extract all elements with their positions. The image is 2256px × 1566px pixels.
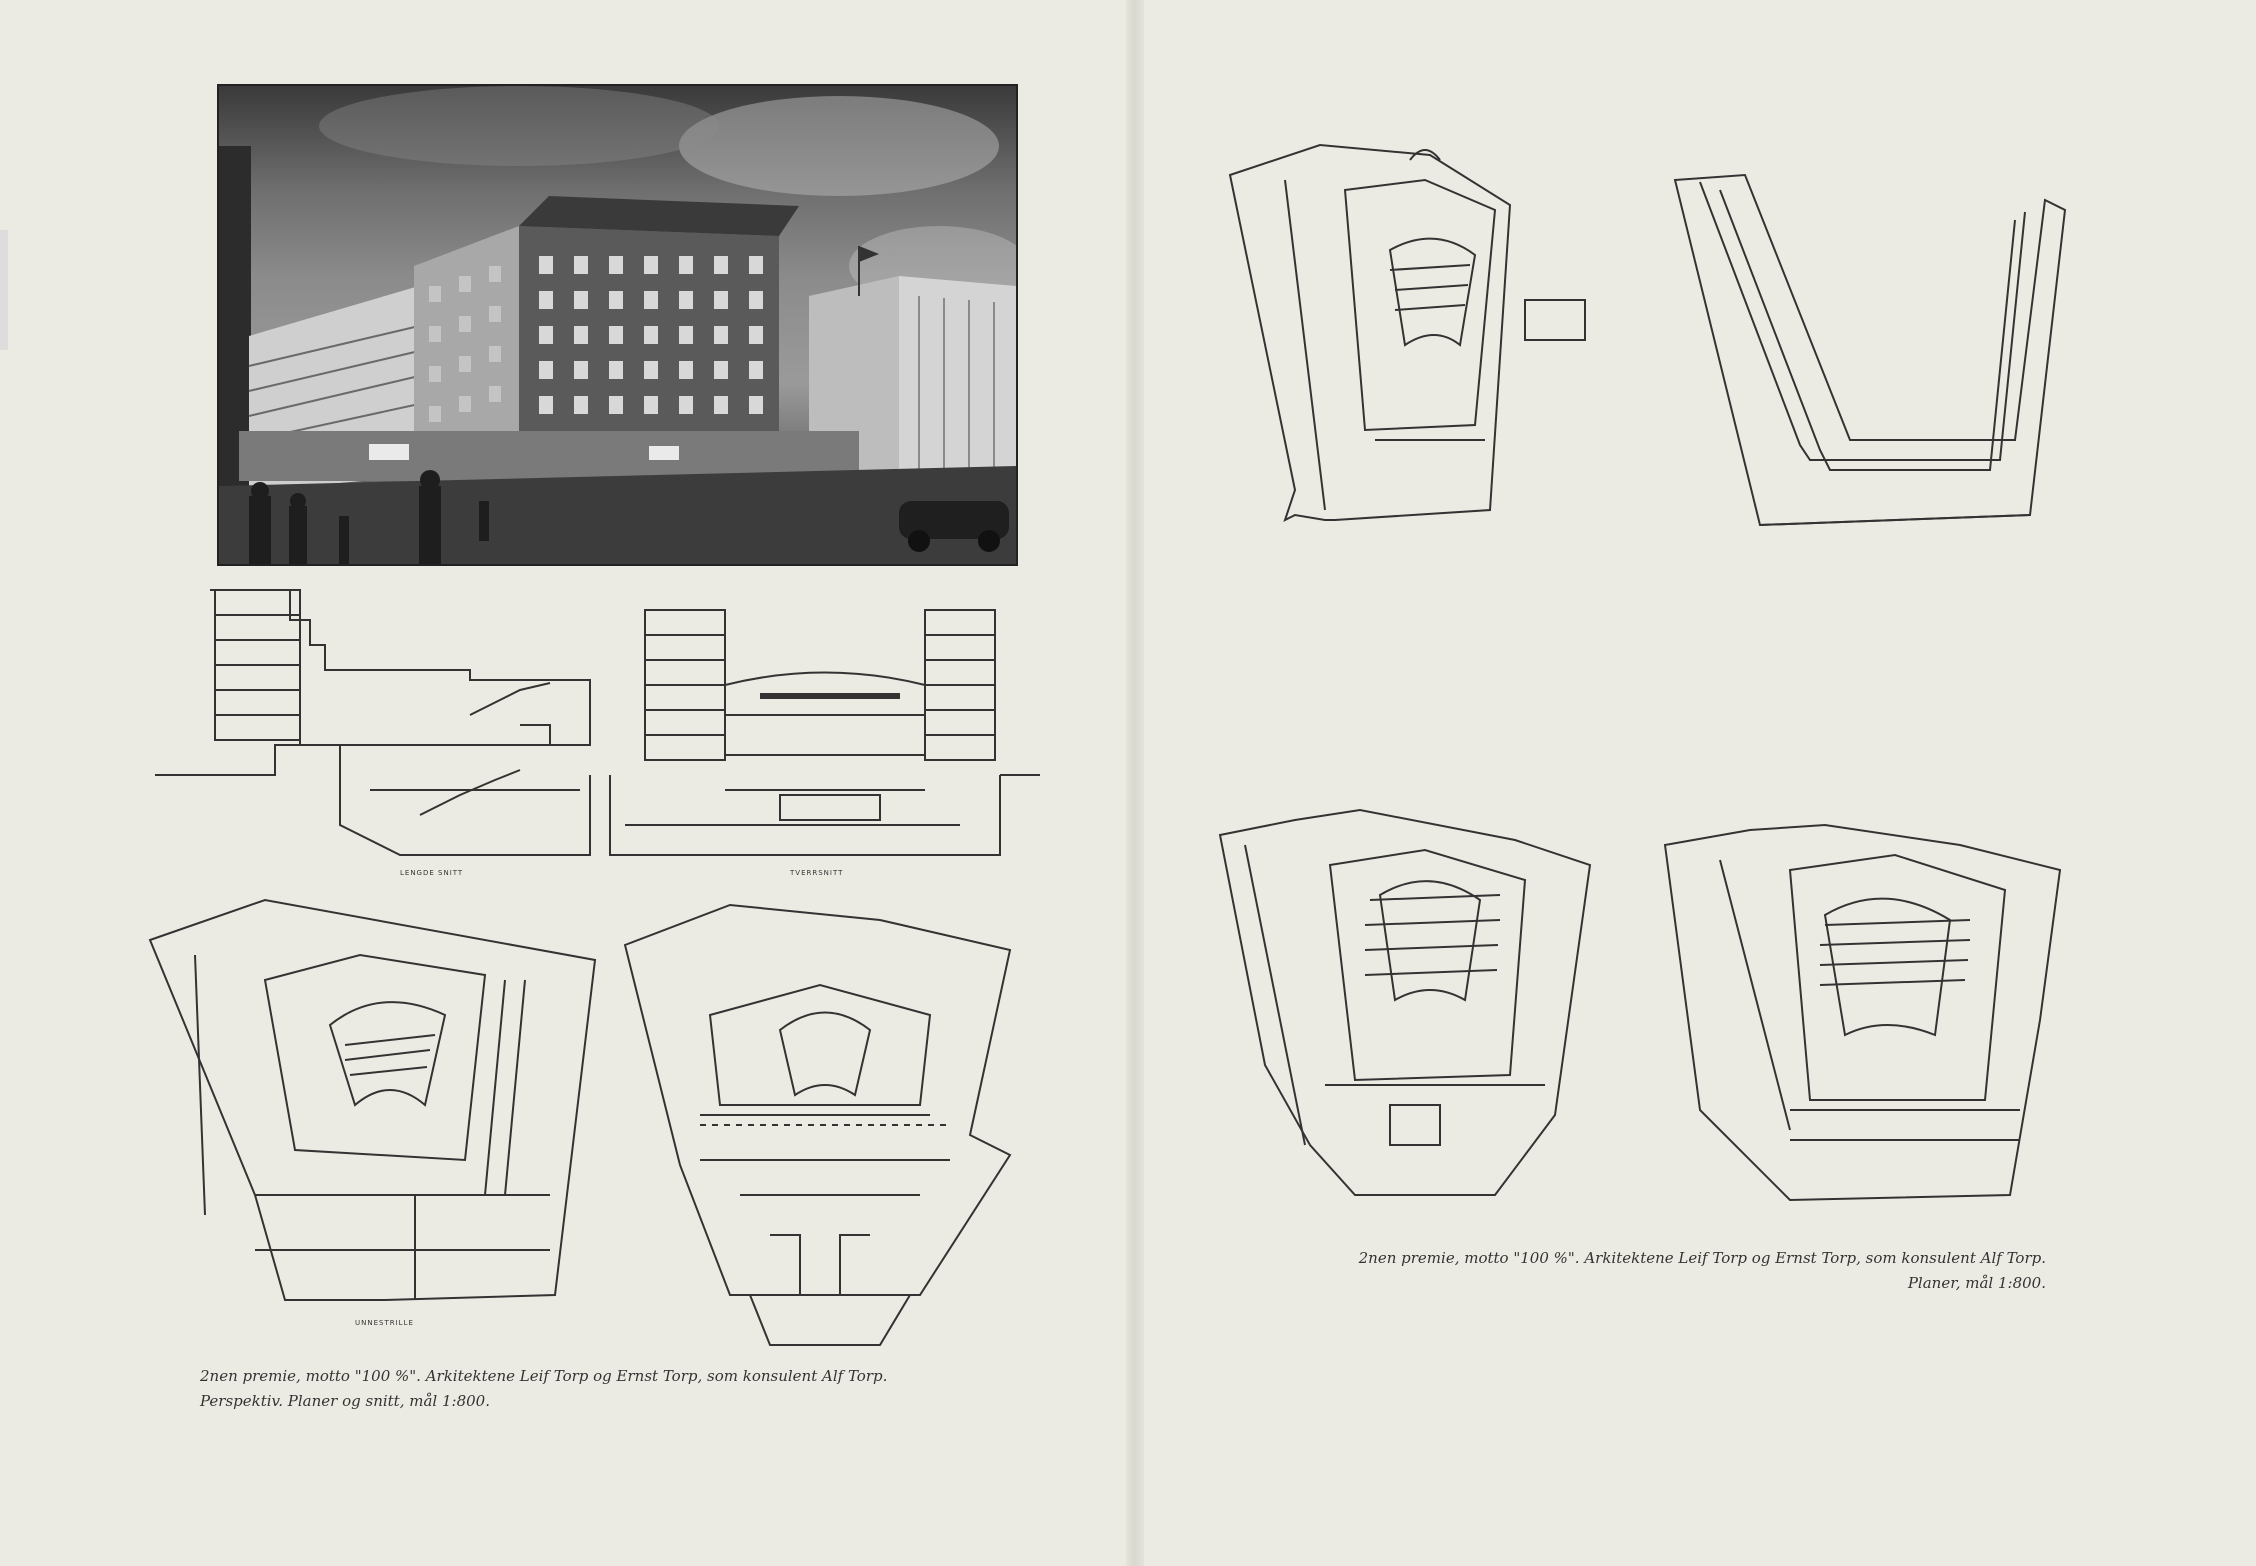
caption-left-page: [200, 1364, 887, 1414]
caption-left-line-1: 2nen premie, motto "100 %". Arkitektene Leif Torp og Ernst Torp, som konsulent Alf Torp.: [200, 1367, 888, 1385]
perspective-svg: [219, 86, 1016, 564]
caption-left-line-2: Perspektiv. Planer og snitt, mål 1:800.: [200, 1392, 490, 1410]
perspective-illustration: [217, 84, 1018, 566]
caption-right-line-2: Planer, mål 1:800.: [1907, 1274, 2046, 1292]
section-label-cross: TVERRSNITT: [790, 869, 844, 877]
plan-right-top-right: [1670, 170, 2070, 560]
plan-upper-floor: [620, 875, 1030, 1355]
book-gutter: [1126, 0, 1144, 1566]
plan-right-bottom-right: [1660, 820, 2065, 1210]
plan-right-bottom-left: [1215, 785, 1600, 1205]
street-label-bottom: UNNESTRILLE: [355, 1319, 414, 1327]
caption-right-page: [1346, 1246, 2046, 1296]
section-label-longitudinal: LENGDE SNITT: [400, 869, 464, 877]
sections-drawing: [140, 585, 1090, 885]
plan-ground-floor: [145, 895, 605, 1335]
caption-right-line-1: 2nen premie, motto "100 %". Arkitektene Leif Torp og Ernst Torp, som konsulent Alf Torp.: [1358, 1249, 2046, 1267]
page-edge: [0, 230, 8, 350]
plan-right-top-left: [1225, 140, 1615, 535]
